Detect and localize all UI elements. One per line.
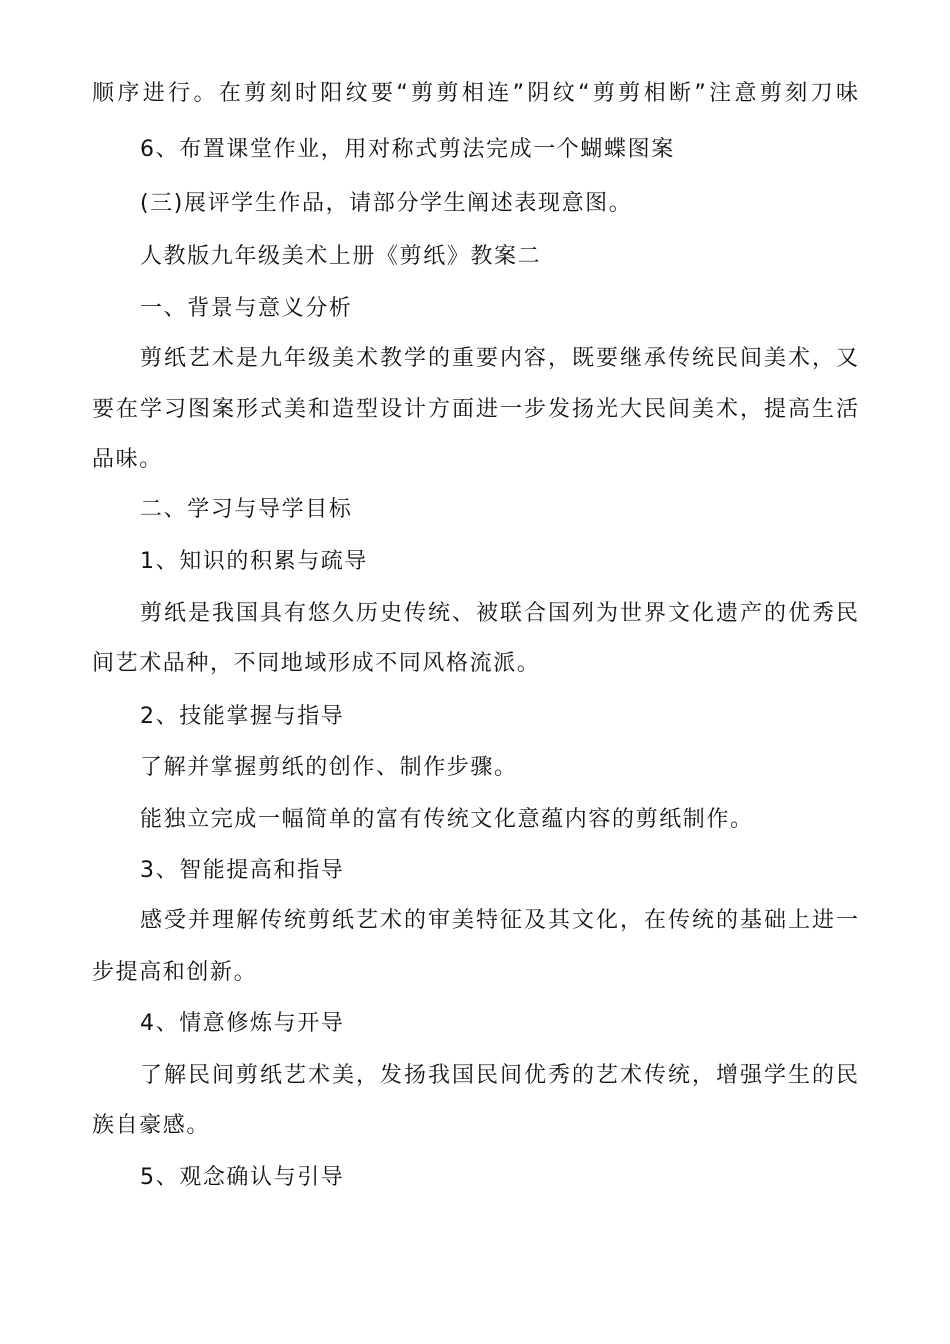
- section-heading-background: 一、背景与意义分析: [140, 296, 353, 321]
- paragraph-line: 族自豪感。: [92, 1113, 211, 1138]
- paragraph-line: 要在学习图案形式美和造型设计方面进一步发扬光大民间美术，提高生活: [92, 397, 858, 422]
- paragraph-line: 剪纸是我国具有悠久历史传统、被联合国列为世界文化遗产的优秀民: [140, 601, 858, 626]
- paragraph-line: 步提高和创新。: [92, 960, 258, 985]
- subheading-emotion: 4、情意修炼与开导: [140, 1011, 345, 1036]
- paragraph-line: 能独立完成一幅简单的富有传统文化意蕴内容的剪纸制作。: [140, 807, 754, 832]
- paragraph-line: 了解并掌握剪纸的创作、制作步骤。: [140, 755, 518, 780]
- paragraph-line: 顺序进行。在剪刻时阳纹要“剪剪相连”阴纹“剪剪相断”注意剪刻刀味: [92, 81, 858, 106]
- paragraph-line: 品味。: [92, 447, 163, 472]
- paragraph-line: 了解民间剪纸艺术美，发扬我国民间优秀的艺术传统，增强学生的民: [140, 1063, 858, 1088]
- subheading-skills: 2、技能掌握与指导: [140, 704, 345, 729]
- paragraph-line: 感受并理解传统剪纸艺术的审美特征及其文化，在传统的基础上进一: [140, 908, 858, 933]
- section-exhibit: (三)展评学生作品，请部分学生阐述表现意图。: [140, 191, 633, 216]
- paragraph-line: 间艺术品种，不同地域形成不同风格流派。: [92, 651, 541, 676]
- lesson-title: 人教版九年级美术上册《剪纸》教案二: [140, 244, 542, 269]
- paragraph-line: 剪纸艺术是九年级美术教学的重要内容，既要继承传统民间美术，又: [140, 346, 858, 371]
- subheading-intelligence: 3、智能提高和指导: [140, 858, 345, 883]
- subheading-knowledge: 1、知识的积累与疏导: [140, 549, 368, 574]
- section-heading-goals: 二、学习与导学目标: [140, 497, 353, 522]
- subheading-concept: 5、观念确认与引导: [140, 1165, 345, 1190]
- list-item-homework: 6、布置课堂作业，用对称式剪法完成一个蝴蝶图案: [140, 137, 675, 162]
